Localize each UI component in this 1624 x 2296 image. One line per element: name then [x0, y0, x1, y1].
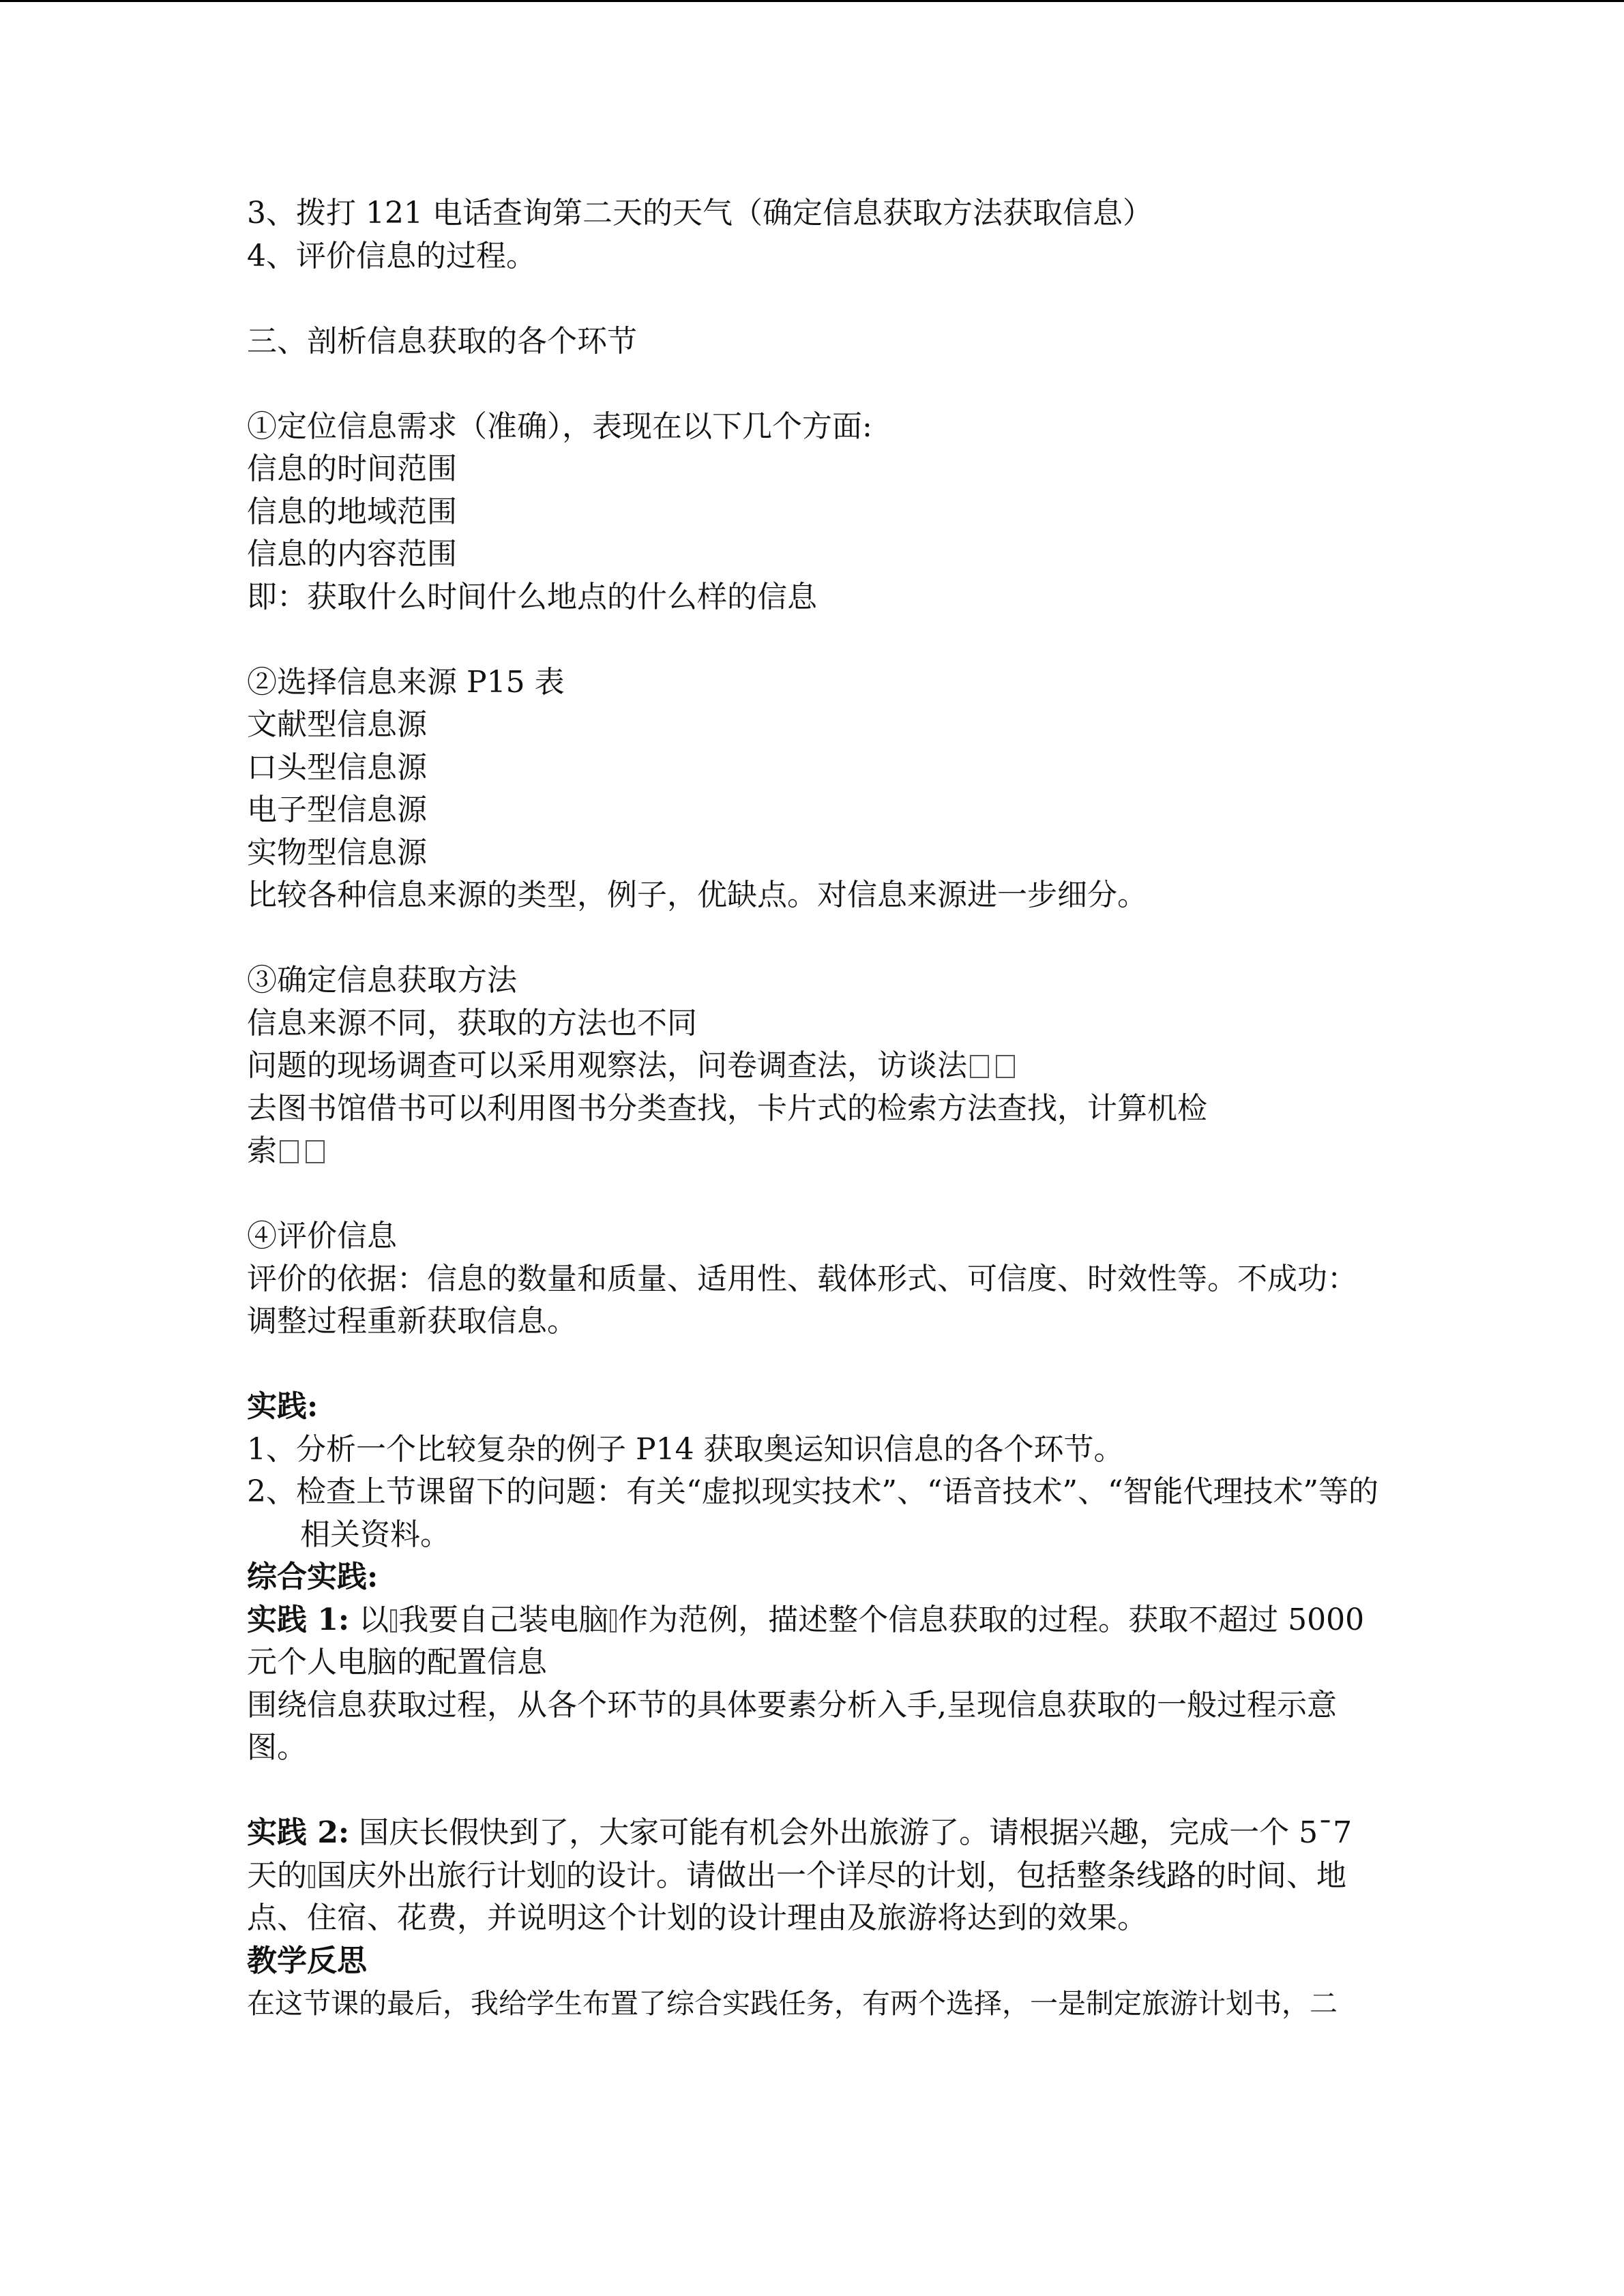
- reflection-heading: 教学反思: [247, 1943, 367, 1978]
- text-line: ③确定信息获取方法: [247, 963, 517, 998]
- text-line: 4、评价信息的过程。: [247, 238, 536, 273]
- text-line: 实物型信息源: [247, 835, 427, 870]
- text-line: ②选择信息来源 P15 表: [247, 664, 565, 700]
- text-line: 索: [247, 1130, 1385, 1173]
- page-top-border: [0, 0, 1624, 2]
- missing-glyph-box: [280, 1140, 299, 1163]
- section-heading: 三、剖析信息获取的各个环节: [247, 323, 637, 359]
- missing-glyph-box: [610, 1609, 617, 1632]
- missing-glyph-box: [558, 1865, 565, 1888]
- document-page: [247, 192, 1385, 2025]
- reflection-text: 在这节课的最后，我给学生布置了综合实践任务，有两个选择，一是制定旅游计划书，二: [247, 1987, 1338, 2020]
- practice-2-paragraph: 实践 2: 国庆长假快到了，大家可能有机会外出旅游了。请根据兴趣，完成一个 5¯7 天的 国庆外出旅行计划 的设计。请做出一个详尽的计划，包括整条线路的时间、地点、住宿、花费，并说明这个计划的设计理由及旅游将达到的效果。: [247, 1815, 1353, 1935]
- practice-1-label: 实践 1:: [247, 1602, 350, 1637]
- text-line: 去图书馆借书可以利用图书分类查找，卡片式的检索方法查找，计算机检: [247, 1090, 1207, 1126]
- practice-1-paragraph: 实践 1: 以 我要自己装电脑 作为范例，描述整个信息获取的过程。获取不超过 5000 元个人电脑的配置信息: [247, 1602, 1365, 1680]
- missing-glyph-box: [996, 1055, 1015, 1078]
- text-line: 文献型信息源: [247, 707, 427, 742]
- text-line: 比较各种信息来源的类型，例子，优缺点。对信息来源进一步细分。: [247, 878, 1147, 912]
- text-line: 信息来源不同，获取的方法也不同: [247, 1005, 697, 1041]
- practice-2-label: 实践 2:: [247, 1815, 350, 1850]
- text-line: 信息的地域范围: [247, 494, 457, 529]
- practice-item: 2、检查上节课留下的问题：有关“虚拟现实技术”、“语音技术”、“智能代理技术”等的相关资料。: [247, 1474, 1378, 1552]
- text-line: ①定位信息需求（准确），表现在以下几个方面:: [247, 408, 872, 444]
- practice-item: 1、分析一个比较复杂的例子 P14 获取奥运知识信息的各个环节。: [247, 1431, 1124, 1467]
- practice-heading: 实践:: [247, 1389, 319, 1424]
- text-line: 电子型信息源: [247, 792, 427, 827]
- text-line: 问题的现场调查可以采用观察法，问卷调查法，访谈法: [247, 1045, 1385, 1088]
- comprehensive-practice-heading: 综合实践:: [247, 1560, 379, 1594]
- missing-glyph-box: [308, 1865, 315, 1888]
- text-line: 口头型信息源: [247, 749, 427, 785]
- missing-glyph-box: [390, 1609, 397, 1632]
- paragraph: 围绕信息获取过程，从各个环节的具体要素分析入手,呈现信息获取的一般过程示意图。: [247, 1687, 1337, 1765]
- text-line: 即：获取什么时间什么地点的什么样的信息: [247, 579, 817, 614]
- text-line: 信息的内容范围: [247, 537, 457, 571]
- text-line: ④评价信息: [247, 1219, 397, 1253]
- paragraph: 评价的依据：信息的数量和质量、适用性、载体形式、可信度、时效性等。不成功：调整过程重新获取信息。: [247, 1261, 1357, 1339]
- text-line: 信息的时间范围: [247, 451, 457, 486]
- missing-glyph-box: [970, 1055, 989, 1078]
- missing-glyph-box: [306, 1140, 325, 1163]
- text-line: 3、拨打 121 电话查询第二天的天气（确定信息获取方法获取信息）: [247, 196, 1153, 230]
